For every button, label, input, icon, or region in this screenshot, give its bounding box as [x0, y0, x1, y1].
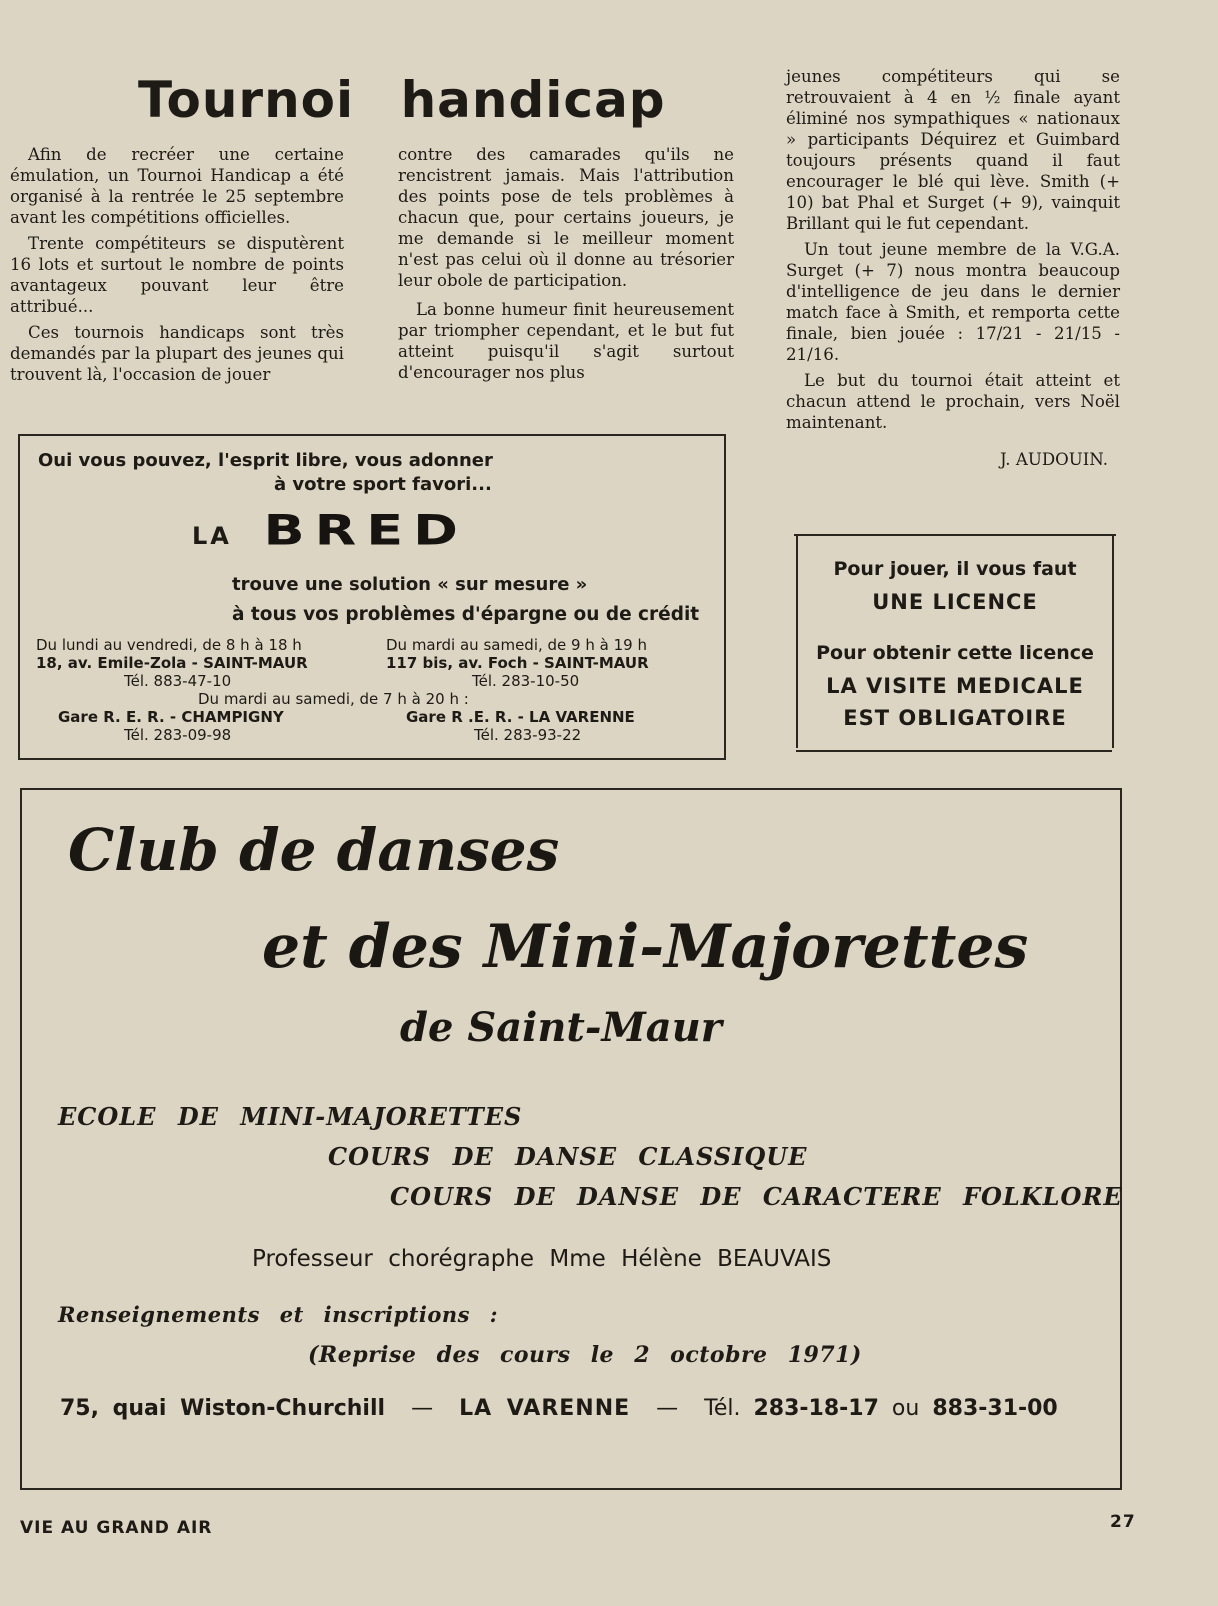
- footer-page-number: 27: [1110, 1512, 1136, 1532]
- article-column-1: [10, 144, 344, 390]
- bred-headline-1: Oui vous pouvez, l'esprit libre, vous adonner: [38, 450, 493, 471]
- bred-branch-2-phone: Tél. 283-10-50: [472, 672, 580, 690]
- dance-title-1: Club de danses: [68, 816, 560, 884]
- dance-course-3: COURS DE DANSE DE CARACTERE FOLKLORE: [390, 1182, 1123, 1211]
- paragraph: La bonne humeur finit heureusement par triompher cependant, et le but fut atteint puisqu'il s'agit surtout d'encourager nos plus: [398, 300, 734, 382]
- paragraph: contre des camarades qu'ils ne rencistrent jamais. Mais l'attribution des points pose de tels problèmes à chacun que, pour certains joueurs, je me demande si le meilleur moment n'est pas celui où il donne au trésorier leur obole de participation.: [398, 145, 734, 290]
- dance-resume-note: (Reprise des cours le 2 octobre 1971): [308, 1342, 862, 1368]
- bred-branch-4-phone: Tél. 283-93-22: [474, 726, 582, 744]
- dance-course-2: COURS DE DANSE CLASSIQUE: [328, 1142, 808, 1171]
- dance-or: ou: [891, 1396, 920, 1421]
- bred-branch-2-address: 117 bis, av. Foch - SAINT-MAUR: [386, 654, 649, 672]
- paragraph: Trente compétiteurs se disputèrent 16 lots et surtout le nombre de points avantageux pouvant leur être attribué...: [10, 234, 344, 316]
- paragraph: Un tout jeune membre de la V.G.A. Surget (+ 7) nous montra beaucoup d'intelligence de jeu dans le dernier match face à Smith, et remporta cette finale, bien jouée : 17/21 - 21/15 - 21/16.: [786, 240, 1120, 364]
- paragraph: Afin de recréer une certaine émulation, un Tournoi Handicap a été organisé à la rentrée le 25 septembre avant les compétitions officielles.: [10, 145, 344, 227]
- footer-magazine-name: VIE AU GRAND AIR: [20, 1518, 213, 1538]
- bred-branch-3-address-line: [58, 708, 284, 726]
- dance-club-advertisement: [20, 788, 1122, 1490]
- bred-branch-1-hours: Du lundi au vendredi, de 8 h à 18 h: [36, 636, 302, 654]
- bred-headline-2: à votre sport favori...: [274, 474, 492, 495]
- dance-info-label: Renseignements et inscriptions :: [58, 1302, 499, 1327]
- bred-logo-la: LA: [192, 522, 232, 550]
- bred-tagline-1: trouve une solution « sur mesure »: [232, 574, 588, 595]
- dance-course-1: ECOLE DE MINI-MAJORETTES: [58, 1102, 523, 1131]
- dance-contact-line: [60, 1396, 1058, 1421]
- bred-branch-4-address-line: [406, 708, 635, 726]
- licence-line-4: LA VISITE MEDICALE: [826, 674, 1084, 698]
- bred-branch-1-phone: Tél. 883-47-10: [124, 672, 232, 690]
- dance-phone-2: 883-31-00: [932, 1396, 1058, 1421]
- paragraph: Ces tournois handicaps sont très demandés par la plupart des jeunes qui trouvent là, l'occasion de jouer: [10, 323, 344, 384]
- bred-branch-3-phone: Tél. 283-09-98: [124, 726, 232, 744]
- dance-dash-2: —: [656, 1396, 679, 1421]
- dance-title-3: de Saint-Maur: [400, 1004, 722, 1051]
- licence-line-3: Pour obtenir cette licence: [816, 642, 1094, 664]
- bred-advertisement: [18, 434, 726, 760]
- article-title: Tournoi handicap: [138, 71, 666, 129]
- bred-logo-word: BRED: [263, 505, 468, 555]
- dance-address: 75, quai Wiston-Churchill: [60, 1396, 386, 1421]
- dance-city: LA VARENNE: [459, 1396, 631, 1421]
- licence-bottom-rule: [796, 750, 1112, 752]
- bred-shared-hours: Du mardi au samedi, de 7 h à 20 h :: [198, 690, 469, 708]
- article-column-2: [398, 144, 734, 388]
- bred-branch-1-address-line: [36, 654, 308, 672]
- dance-teacher: Professeur chorégraphe Mme Hélène BEAUVAIS: [252, 1246, 832, 1272]
- dance-title-2: et des Mini-Majorettes: [262, 912, 1029, 982]
- bred-branch-3-address: Gare R. E. R. - CHAMPIGNY: [58, 708, 284, 726]
- article-column-3: [786, 66, 1120, 470]
- bred-branch-2-address-line: [386, 654, 649, 672]
- bred-branch-2-hours: Du mardi au samedi, de 9 h à 19 h: [386, 636, 647, 654]
- bred-logo: [192, 500, 468, 555]
- article-signature: J. AUDOUIN.: [999, 450, 1108, 469]
- bred-tagline-2: à tous vos problèmes d'épargne ou de crédit: [232, 604, 700, 625]
- dance-tel-label: Tél.: [704, 1396, 741, 1421]
- bred-branch-1-address: 18, av. Emile-Zola - SAINT-MAUR: [36, 654, 308, 672]
- dance-phone-1: 283-18-17: [753, 1396, 879, 1421]
- licence-notice: [796, 536, 1114, 748]
- paragraph: jeunes compétiteurs qui se retrouvaient à 4 en ½ finale ayant éliminé nos sympathiques « nationaux » participants Déquirez et Guimbard toujours présents quand il faut encourager le blé qui lève. Smith (+ 10) bat Phal et Surget (+ 9), vainquit Brillant qui le fut cependant.: [786, 67, 1120, 233]
- licence-line-5: EST OBLIGATOIRE: [843, 706, 1067, 730]
- licence-line-2: UNE LICENCE: [872, 590, 1038, 614]
- bred-branch-4-address: Gare R .E. R. - LA VARENNE: [406, 708, 635, 726]
- paragraph: Le but du tournoi était atteint et chacun attend le prochain, vers Noël maintenant.: [786, 371, 1120, 432]
- licence-line-1: Pour jouer, il vous faut: [833, 558, 1077, 580]
- dance-dash-1: —: [411, 1396, 434, 1421]
